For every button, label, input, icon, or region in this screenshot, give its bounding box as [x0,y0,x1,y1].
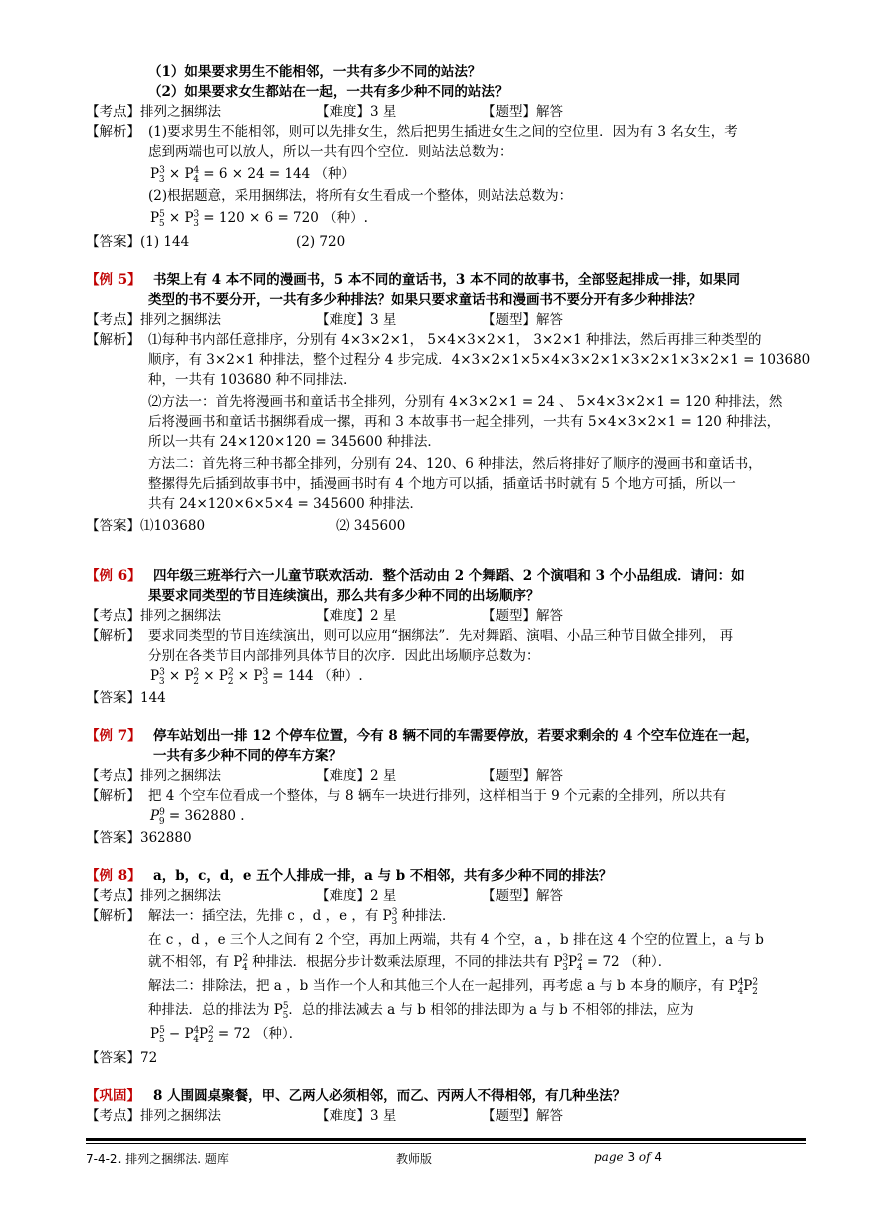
formula-p3-p4: $P^3_3 \times P^4_4 = 6 \times 24 = 144$ （种） [150,165,356,185]
answer-row [86,516,205,536]
jiexi-label: 【解析】 [86,908,140,924]
page-num: 3 [627,1150,636,1164]
jiexi-line: (2)根据题意，采用捆绑法，将所有女生看成一个整体，则站法总数为： [148,188,573,204]
tixing-label: 【题型】 [482,104,536,120]
gonggu-tag: 【巩固】 [86,1088,140,1104]
tixing-field [482,1106,563,1126]
jiexi-label: 【解析】 [86,788,140,804]
jiexi-line: 种，一共有 103680 种不同排法． [148,372,357,388]
nandu-label: 【难度】 [316,608,370,624]
answer-label: 【答案】 [86,690,140,706]
example-tag: 【例 5】 [86,272,141,288]
kaodian-value: 排列之捆绑法 [140,1108,221,1124]
jiexi-line: (1)要求男生不能相邻，则可以先排女生，然后把男生插进女生之间的空位里．因为有 3 名女生，考 [148,124,738,140]
jiexi-line: 共有 24×120×6×5×4 = 345600 种排法． [148,496,423,512]
text-span: 就不相邻，有 [148,954,234,970]
question-line: a，b，c，d，e 五个人排成一排，a 与 b 不相邻，共有多少种不同的排法？ [153,868,613,884]
nandu-value: 2 星 [370,608,397,624]
tixing-value: 解答 [536,312,563,328]
footer-left: 7-4-2. 排列之捆绑法. 题库 [86,1152,229,1166]
jiexi-line: 要求同类型的节目连续演出，则可以应用“捆绑法”．先对舞蹈、演唱、小品三种节目做全排列， 再 [148,628,734,644]
question-part-1: （1）如果要求男生不能相邻，一共有多少不同的站法？ [148,64,482,80]
nandu-field [316,886,396,906]
formula-p4-p2: $P^4_4P^2_2$ [728,977,759,997]
tixing-label: 【题型】 [482,888,536,904]
question-line: 停车站划出一排 12 个停车位置，今有 8 辆不同的车需要停放，若要求剩余的 4 个空车位连在一起， [153,728,759,744]
kaodian-row [86,766,221,786]
page-word: page [594,1150,624,1164]
kaodian-value: 排列之捆绑法 [140,104,221,120]
nandu-field [316,310,396,330]
answer-value-2: (2) 720 [296,234,346,250]
nandu-field [316,766,396,786]
text-span: 解法二：排除法，把 a ，b 当作一个人和其他三个人在一起排列，再考虑 a 与 b 本身的顺序，有 [148,978,729,994]
kaodian-label: 【考点】 [86,768,140,784]
nandu-label: 【难度】 [316,888,370,904]
kaodian-label: 【考点】 [86,888,140,904]
formula-p5: $P^5_5$ [273,1001,289,1021]
answer-row [86,232,189,252]
answer-row [86,828,192,848]
example-tag: 【例 6】 [86,568,141,584]
kaodian-value: 排列之捆绑法 [140,768,221,784]
jiexi-line [148,952,671,972]
tixing-value: 解答 [536,104,563,120]
formula-p5-minus: $P^5_5 - P^4_4P^2_2 = 72$ （种）． [150,1025,303,1045]
nandu-value: 2 星 [370,768,397,784]
formula-tail: = 72 （种）． [213,1026,303,1042]
jiexi-line: 方法二：首先将三种书都全排列，分别有 24、120、6 种排法，然后将排好了顺序的漫画书和童话书， [148,456,762,472]
answer-value-2: ⑵ 345600 [336,518,406,534]
nandu-field [316,1106,396,1126]
page-number [594,1150,662,1164]
nandu-field [316,102,396,122]
answer-value: 362880 [140,830,192,846]
jiexi-label: 【解析】 [86,332,140,348]
footer-center: 教师版 [396,1152,433,1166]
jiexi-line [148,906,456,926]
formula-p3: $P^3_3$ [382,907,398,927]
jiexi-line: 在 c ，d ，e 三个人之间有 2 个空，再加上两端，共有 4 个空，a ，b 排在这 4 个空的位置上，a 与 b [148,932,764,948]
tixing-field [482,102,563,122]
formula-p5-p3: $P^5_5 \times P^3_3 = 120 \times 6 = 720$ （种）. [150,209,368,229]
answer-row [86,1048,157,1068]
jiexi-line: 所以一共有 24×120×120 = 345600 种排法． [148,434,441,450]
formula-tail: = 120 × 6 = 720 （种）. [199,210,368,226]
kaodian-label: 【考点】 [86,104,140,120]
formula-p4-2: $P^2_4$ [233,953,249,973]
kaodian-value: 排列之捆绑法 [140,312,221,328]
jiexi-label: 【解析】 [86,628,140,644]
tixing-field [482,310,563,330]
jiexi-line [148,976,758,996]
tixing-value: 解答 [536,608,563,624]
tixing-label: 【题型】 [482,768,536,784]
jiexi-line: 分别在各类节目内部排列具体节目的次序．因此出场顺序总数为： [148,648,540,664]
formula-tail: = 144 （种）. [267,668,363,684]
formula-p9: $P^9_9 = 362880$ . [150,807,245,827]
jiexi-line: 整摞得先后插到故事书中，插漫画书时有 4 个地方可以插，插童话书时就有 5 个地方可插，所以一 [148,476,736,492]
nandu-value: 3 星 [370,312,397,328]
jiexi-line: 顺序，有 3×2×1 种排法，整个过程分 4 步完成．4×3×2×1×5×4×3×2×1×3×2×1×3×2×1 = 103680 [148,352,811,368]
answer-value: 72 [140,1050,158,1066]
text-span: ．总的排法减去 a 与 b 相邻的排法即为 a 与 b 不相邻的排法，应为 [288,1002,694,1018]
question-line: 书架上有 4 本不同的漫画书，5 本不同的童话书，3 本不同的故事书，全部竖起排成一排，如果同 [153,272,740,288]
nandu-label: 【难度】 [316,312,370,328]
kaodian-value: 排列之捆绑法 [140,608,221,624]
jiexi-line: ⑵方法一：首先将漫画书和童话书全排列，分别有 4×3×2×1 = 24 、 5×4×3×2×1 = 120 种排法，然 [148,394,783,410]
jiexi-line [148,1000,694,1020]
tixing-field [482,766,563,786]
nandu-label: 【难度】 [316,104,370,120]
answer-label: 【答案】 [86,1050,140,1066]
nandu-value: 2 星 [370,888,397,904]
jiexi-line: ⑴每种书内部任意排序，分别有 4×3×2×1， 5×4×3×2×1， 3×2×1 种排法，然后再排三种类型的 [148,332,762,348]
question-line: 果要求同类型的节目连续演出，那么共有多少种不同的出场顺序？ [148,588,540,604]
formula-tail: = 6 × 24 = 144 （种） [199,166,356,182]
question-part-2: （2）如果要求女生都站在一起，一共有多少种不同的站法？ [148,84,509,100]
kaodian-row [86,886,221,906]
jiexi-label: 【解析】 [86,124,140,140]
kaodian-row [86,606,221,626]
of-word: of [638,1150,651,1164]
formula-tail: = 362880 . [164,808,245,824]
kaodian-label: 【考点】 [86,608,140,624]
question-line: 一共有多少种不同的停车方案？ [153,748,342,764]
footer-rule [86,1138,806,1141]
kaodian-label: 【考点】 [86,1108,140,1124]
answer-label: 【答案】 [86,518,140,534]
tixing-label: 【题型】 [482,312,536,328]
nandu-label: 【难度】 [316,768,370,784]
nandu-label: 【难度】 [316,1108,370,1124]
question-line: 四年级三班举行六一儿童节联欢活动．整个活动由 2 个舞蹈、2 个演唱和 3 个小品组成．请问：如 [153,568,745,584]
nandu-value: 3 星 [370,1108,397,1124]
tixing-field [482,606,563,626]
jiexi-line: 虑到两端也可以放人，所以一共有四个空位．则站法总数为： [148,144,513,160]
kaodian-row [86,102,221,122]
page-total: 4 [654,1150,663,1164]
formula-p-product: $P^3_3 \times P^2_2 \times P^2_2 \times P^3_3 = 144$ （种）. [150,667,363,687]
example-tag: 【例 7】 [86,728,141,744]
example-tag: 【例 8】 [86,868,141,884]
kaodian-row [86,310,221,330]
tixing-field [482,886,563,906]
formula-p3-p4: $P^3_3P^2_4$ [553,953,583,973]
jiexi-line: 把 4 个空车位看成一个整体，与 8 辆车一块进行排列，这样相当于 9 个元素的全排列，所以共有 [148,788,727,804]
kaodian-row [86,1106,221,1126]
kaodian-value: 排列之捆绑法 [140,888,221,904]
answer-row [86,688,166,708]
question-line: 8 人围圆桌聚餐，甲、乙两人必须相邻，而乙、丙两人不得相邻，有几种坐法？ [153,1088,627,1104]
nandu-value: 3 星 [370,104,397,120]
tixing-label: 【题型】 [482,1108,536,1124]
answer-value: ⑴103680 [140,518,206,534]
footer-rule-thin [86,1143,806,1144]
jiexi-line: 后将漫画书和童话书捆绑看成一摞，再和 3 本故事书一起全排列，一共有 5×4×3×2×1 = 120 种排法， [148,414,781,430]
tixing-value: 解答 [536,888,563,904]
answer-label: 【答案】 [86,234,140,250]
text-span: 解法一：插空法，先排 c ，d ，e ，有 [148,908,383,924]
tixing-label: 【题型】 [482,608,536,624]
answer-value: (1) 144 [140,234,190,250]
text-span: 种排法．总的排法为 [148,1002,274,1018]
tixing-value: 解答 [536,1108,563,1124]
text-span: 种排法． [397,908,456,924]
nandu-field [316,606,396,626]
question-line: 类型的书不要分开，一共有多少种排法？如果只要求童话书和漫画书不要分开有多少种排法？ [148,292,702,308]
answer-label: 【答案】 [86,830,140,846]
text-span: 种排法．根据分步计数乘法原理，不同的排法共有 [247,954,554,970]
kaodian-label: 【考点】 [86,312,140,328]
answer-value: 144 [140,690,166,706]
tixing-value: 解答 [536,768,563,784]
text-span: = 72 （种）． [582,954,672,970]
